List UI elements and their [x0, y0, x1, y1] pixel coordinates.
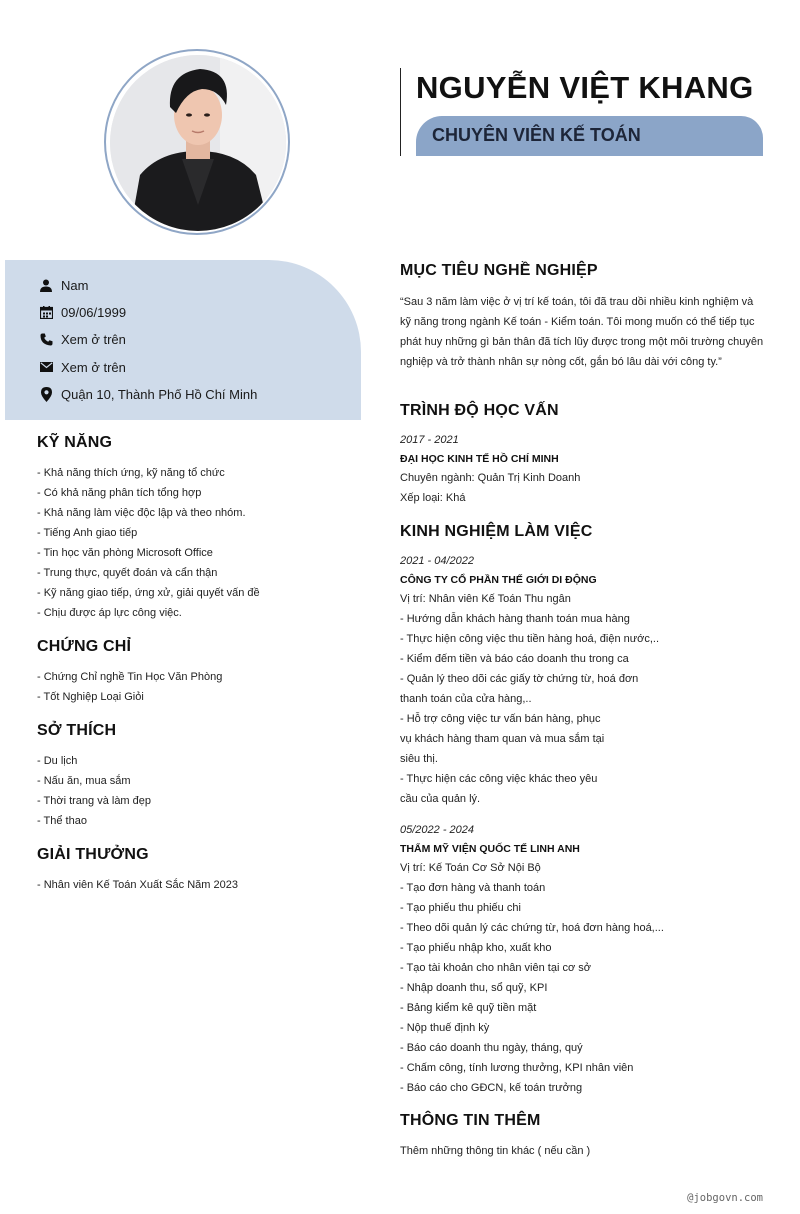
job-title: CHUYÊN VIÊN KẾ TOÁN [432, 125, 641, 145]
list-item: - Thể thao [37, 815, 87, 827]
list-item: - Kiểm đếm tiền và báo cáo doanh thu trong ca [400, 653, 629, 665]
list-item: - Có khả năng phân tích tổng hợp [37, 487, 202, 499]
skills-list [37, 463, 260, 623]
header-divider [400, 68, 401, 156]
list-item: - Thực hiện công việc thu tiền hàng hoá, điện nước,.. [400, 633, 660, 645]
list-item: - Du lịch [37, 755, 78, 767]
gender-value: Nam [61, 277, 89, 293]
education-block [400, 430, 580, 508]
list-item: - Thời trang và làm đẹp [37, 795, 152, 807]
list-item: - Tốt Nghiệp Loại Giỏi [37, 691, 144, 703]
gender-row [38, 275, 88, 295]
education-period: 2017 - 2021 [400, 434, 459, 446]
list-item: - Khả năng làm việc độc lập và theo nhóm. [37, 507, 246, 519]
job-period: 2021 - 04/2022 [400, 555, 475, 567]
address-row [38, 384, 257, 404]
list-item: - Báo cáo doanh thu ngày, tháng, quý [400, 1042, 583, 1054]
list-item: Vị trí: Kế Toán Cơ Sở Nội Bộ [400, 862, 541, 874]
list-item: - Nhập doanh thu, sổ quỹ, KPI [400, 982, 548, 994]
experience-heading: KINH NGHIỆM LÀM VIỆC [400, 523, 593, 540]
list-item: thanh toán của cửa hàng,.. [400, 693, 532, 705]
phone-row [38, 329, 126, 349]
company-name: THẨM MỸ VIỆN QUỐC TẾ LINH ANH [400, 843, 580, 855]
person-icon [38, 277, 54, 293]
list-item: - Nhân viên Kế Toán Xuất Sắc Năm 2023 [37, 879, 238, 891]
list-item: - Tiếng Anh giao tiếp [37, 527, 138, 539]
list-item: - Chấm công, tính lương thưởng, KPI nhân viên [400, 1062, 634, 1074]
address-value: Quận 10, Thành Phố Hồ Chí Minh [61, 386, 258, 402]
education-major: Chuyên ngành: Quản Trị Kinh Doanh [400, 472, 581, 484]
list-item: - Báo cáo cho GĐCN, kế toán trưởng [400, 1082, 583, 1094]
email-icon [38, 359, 54, 375]
phone-icon [38, 331, 54, 347]
list-item: - Theo dõi quản lý các chứng từ, hoá đơn hàng hoá,... [400, 922, 664, 934]
list-item: - Kỹ năng giao tiếp, ứng xử, giải quyết vấn đề [37, 587, 260, 599]
avatar [110, 55, 286, 231]
list-item: - Chịu được áp lực công việc. [37, 607, 182, 619]
job-entry [400, 820, 664, 1098]
email-value: Xem ở trên [61, 359, 126, 375]
objective-heading: MỤC TIÊU NGHỀ NGHIỆP [400, 262, 598, 279]
list-item: - Nộp thuế định kỳ [400, 1022, 490, 1034]
email-row [38, 357, 126, 377]
list-item: - Nấu ăn, mua sắm [37, 775, 131, 787]
list-item: - Bảng kiểm kê quỹ tiền mặt [400, 1002, 537, 1014]
certificates-list [37, 667, 222, 707]
list-item: - Hỗ trợ công việc tư vấn bán hàng, phục [400, 713, 601, 725]
extra-info-heading: THÔNG TIN THÊM [400, 1112, 541, 1129]
watermark: @jobgovn.com [687, 1192, 763, 1204]
list-item: - Chứng Chỉ nghề Tin Học Văn Phòng [37, 671, 223, 683]
list-item: - Quản lý theo dõi các giấy tờ chứng từ, hoá đơn [400, 673, 639, 685]
skills-heading: KỸ NĂNG [37, 434, 113, 451]
phone-value: Xem ở trên [61, 331, 126, 347]
birthdate-row [38, 302, 126, 322]
hobbies-heading: SỞ THÍCH [37, 722, 117, 739]
list-item: cầu của quản lý. [400, 793, 481, 805]
list-item: vụ khách hàng tham quan và mua sắm tại [400, 733, 605, 745]
list-item: Vị trí: Nhân viên Kế Toán Thu ngân [400, 593, 571, 605]
list-item: - Khả năng thích ứng, kỹ năng tổ chức [37, 467, 225, 479]
candidate-name: NGUYỄN VIỆT KHANG [416, 70, 754, 105]
certificates-heading: CHỨNG CHỈ [37, 638, 132, 655]
list-item: siêu thị. [400, 753, 438, 765]
list-item: - Tạo phiếu nhập kho, xuất kho [400, 942, 552, 954]
list-item: - Tạo phiếu thu phiếu chi [400, 902, 521, 914]
objective-text: “Sau 3 năm làm việc ở vị trí kế toán, tôi đã trau dồi nhiều kinh nghiệm và kỹ năng trong ngành Kế toán - Kiểm toán. Tôi mong muốn có thể tiếp tục phát huy những gì bản thân đã tích lũy được trong một môi trường chuyên nghiệp và trở thành nhân sự nòng cốt, gắn bó lâu dài với công ty.” [400, 296, 764, 368]
list-item: - Trung thực, quyết đoán và cẩn thận [37, 567, 218, 579]
school-name: ĐẠI HỌC KINH TẾ HỒ CHÍ MINH [400, 453, 559, 465]
list-item: - Tin học văn phòng Microsoft Office [37, 547, 213, 559]
calendar-icon [38, 304, 54, 320]
list-item: - Thực hiện các công việc khác theo yêu [400, 773, 598, 785]
education-grade: Xếp loại: Khá [400, 492, 466, 504]
awards-heading: GIẢI THƯỞNG [37, 846, 149, 863]
list-item: - Tạo tài khoản cho nhân viên tại cơ sở [400, 962, 591, 974]
job-period: 05/2022 - 2024 [400, 824, 475, 836]
extra-info-block [400, 1141, 590, 1161]
location-icon [38, 386, 54, 402]
hobbies-list [37, 751, 151, 831]
birthdate-value: 09/06/1999 [61, 304, 127, 320]
education-heading: TRÌNH ĐỘ HỌC VẤN [400, 402, 559, 419]
list-item: - Hướng dẫn khách hàng thanh toán mua hàng [400, 613, 630, 625]
job-entry [400, 551, 659, 809]
awards-list [37, 875, 238, 895]
list-item: - Tạo đơn hàng và thanh toán [400, 882, 546, 894]
extra-info-text: Thêm những thông tin khác ( nếu cần ) [400, 1145, 591, 1157]
company-name: CÔNG TY CỔ PHẦN THẾ GIỚI DI ĐỘNG [400, 574, 597, 586]
